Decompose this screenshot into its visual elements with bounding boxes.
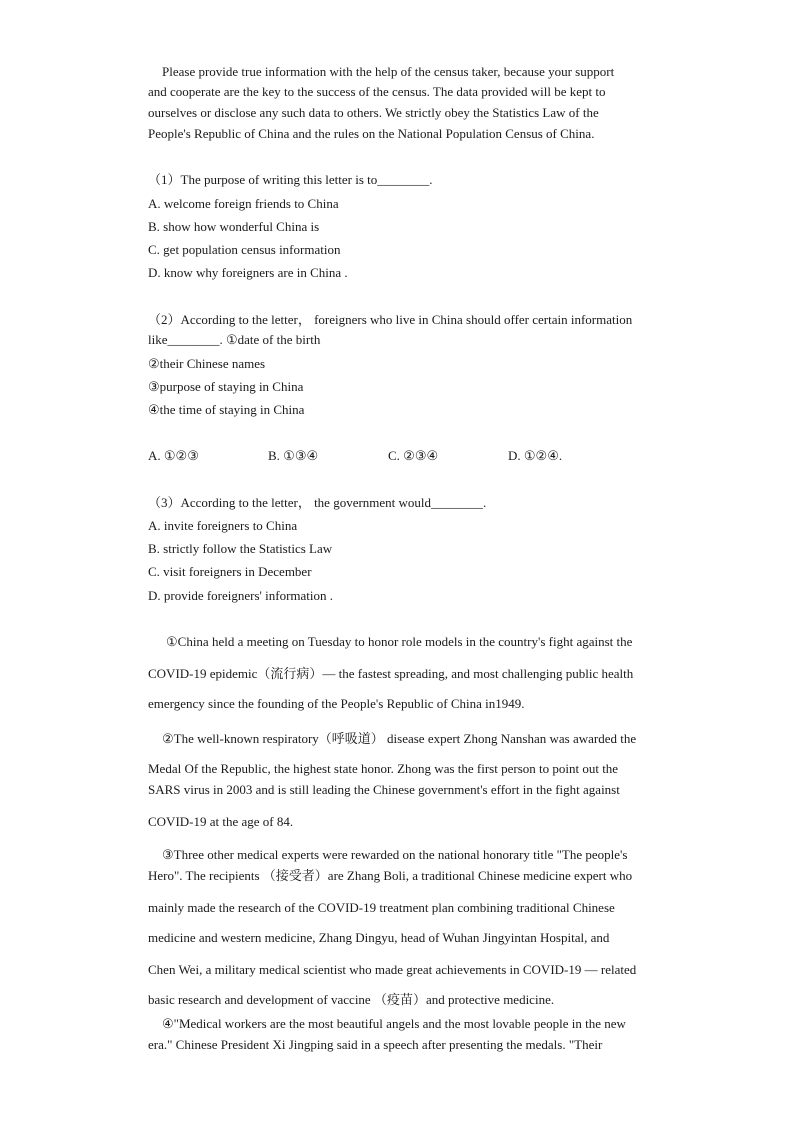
question-1-option-c: C. get population census information [148,242,341,257]
passage-p1-line-3: emergency since the founding of the People's Republic of China in1949. [148,696,525,711]
passage-p3-line-6: basic research and development of vaccine （疫苗）and protective medicine. [148,992,555,1007]
question-2-stem-line-2: like________. ①date of the birth [148,332,321,347]
question-2-option-d: D. ①②④. [508,448,563,463]
question-3-stem: （3）According to the letter， the government would________. [148,495,487,510]
passage-p3-line-1: ③Three other medical experts were rewarded on the national honorary title "The people's [162,847,628,862]
question-3-option-d: D. provide foreigners' information . [148,588,334,603]
question-3-option-c: C. visit foreigners in December [148,564,312,579]
passage-p3-line-3: mainly made the research of the COVID-19 treatment plan combining traditional Chinese [148,900,615,915]
question-2-item-2: ②their Chinese names [148,356,266,371]
intro-line-3: ourselves or disclose any such data to others. We strictly obey the Statistics Law of the [148,105,599,120]
passage-p1-line-1: ①China held a meeting on Tuesday to honor role models in the country's fight against the [166,634,633,649]
question-1-option-b: B. show how wonderful China is [148,219,320,234]
intro-line-4: People's Republic of China and the rules on the National Population Census of China. [148,126,595,141]
passage-p4-line-1: ④"Medical workers are the most beautiful angels and the most lovable people in the new [162,1016,626,1031]
passage-p3-line-2: Hero". The recipients （接受者）are Zhang Boli, a traditional Chinese medicine expert who [148,868,633,883]
question-3-option-a: A. invite foreigners to China [148,518,298,533]
question-2-item-4: ④the time of staying in China [148,402,305,417]
passage-p4-line-2: era." Chinese President Xi Jingping said in a speech after presenting the medals. "Their [148,1037,603,1052]
question-2-stem-line-1: （2）According to the letter， foreigners who live in China should offer certain information [148,312,633,327]
question-2-item-3: ③purpose of staying in China [148,379,304,394]
intro-line-2: and cooperate are the key to the success of the census. The data provided will be kept to [148,84,606,99]
passage-p1-line-2: COVID-19 epidemic（流行病）— the fastest spreading, and most challenging public health [148,666,634,681]
question-1-stem: （1）The purpose of writing this letter is to________. [148,172,433,187]
question-2-option-a: A. ①②③ [148,448,199,463]
question-1-option-d: D. know why foreigners are in China . [148,265,348,280]
question-1-option-a: A. welcome foreign friends to China [148,196,339,211]
passage-p2-line-3: SARS virus in 2003 and is still leading the Chinese government's effort in the fight against [148,782,620,797]
question-2-option-b: B. ①③④ [268,448,319,463]
intro-line-1: Please provide true information with the help of the census taker, because your support [162,64,615,79]
passage-p2-line-2: Medal Of the Republic, the highest state honor. Zhong was the first person to point out the [148,761,619,776]
passage-p3-line-4: medicine and western medicine, Zhang Dingyu, head of Wuhan Jingyintan Hospital, and [148,930,610,945]
passage-p3-line-5: Chen Wei, a military medical scientist who made great achievements in COVID-19 — related [148,962,637,977]
passage-p2-line-4: COVID-19 at the age of 84. [148,814,294,829]
passage-p2-line-1: ②The well-known respiratory（呼吸道） disease expert Zhong Nanshan was awarded the [162,731,637,746]
question-3-option-b: B. strictly follow the Statistics Law [148,541,333,556]
question-2-option-c: C. ②③④ [388,448,439,463]
